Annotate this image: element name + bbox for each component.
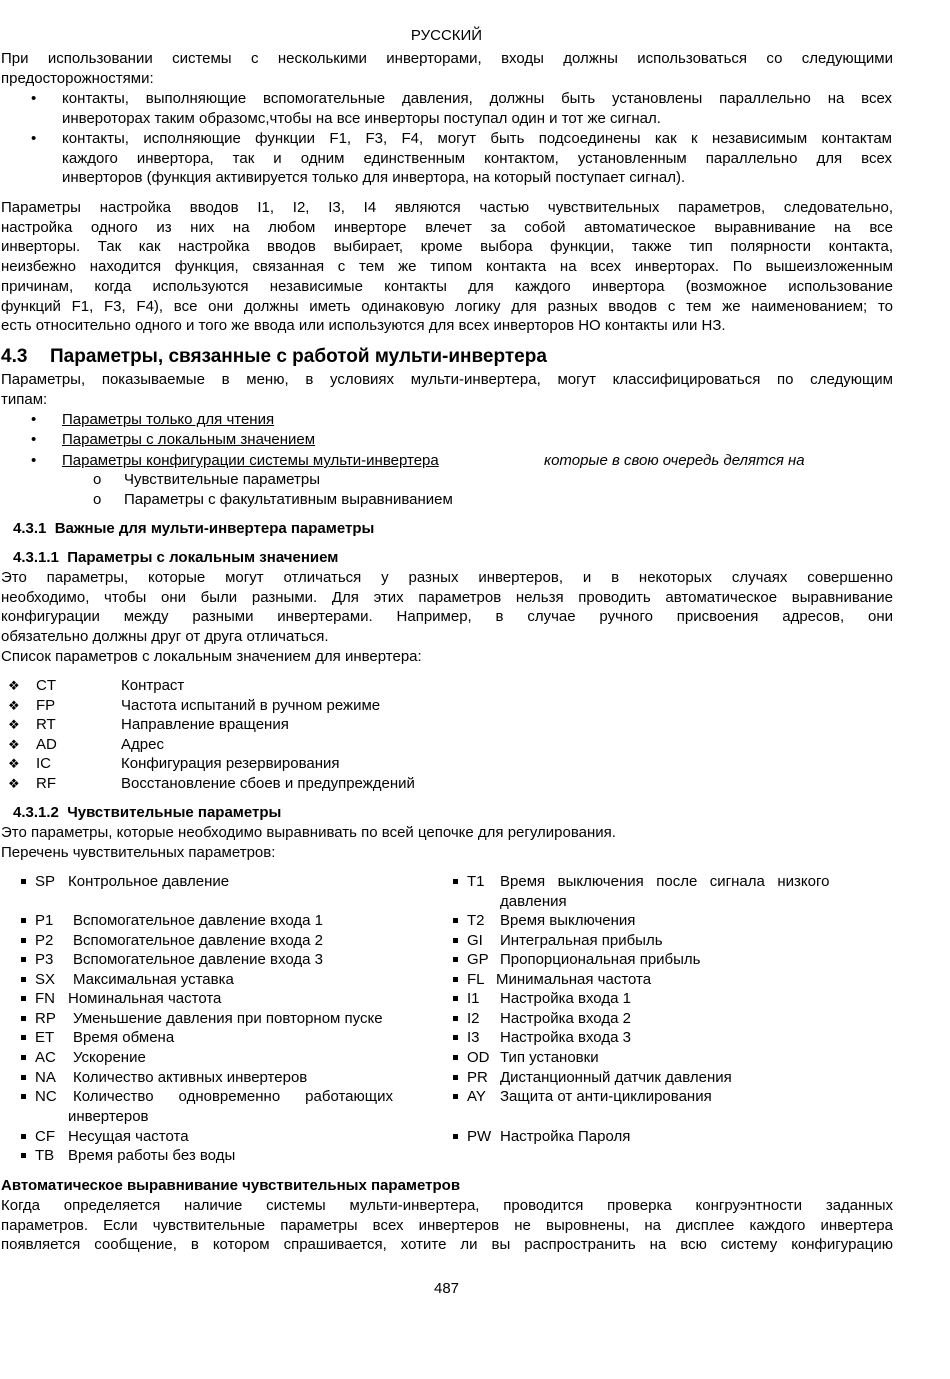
text-line: Параметры настройка вводов I1, I2, I3, I4 являются частью чувствительных параметров, следовательно, (1, 199, 893, 216)
square-bullet-icon (21, 1035, 26, 1040)
param-description: Контраст (121, 677, 185, 694)
param-code: SP (35, 873, 56, 890)
square-bullet-icon (453, 1016, 458, 1021)
param-description: Время выключения после сигнала низкого (500, 873, 830, 890)
square-bullet-icon (21, 1055, 26, 1060)
text-line: Это параметры, которые могут отличаться у разных инвертеров, и в некоторых случаях совершенно (1, 569, 893, 586)
param-code: I2 (467, 1010, 480, 1027)
param-code: CF (35, 1128, 55, 1145)
param-code: RP (35, 1010, 56, 1027)
param-code: T2 (467, 912, 485, 929)
type-label: Параметры с локальным значением (62, 431, 316, 448)
square-bullet-icon (453, 1055, 458, 1060)
square-bullet-icon (453, 1035, 458, 1040)
param-code: I3 (467, 1029, 480, 1046)
param-code: T1 (467, 873, 485, 890)
subtype-marker: o (93, 491, 102, 508)
param-description-cont: давления (500, 893, 567, 910)
auto-alignment-paragraph (1, 1196, 893, 1255)
param-description: Восстановление сбоев и предупреждений (121, 775, 415, 792)
param-description: Настройка входа 1 (500, 990, 631, 1007)
square-bullet-icon (21, 879, 26, 884)
param-description: Ускорение (73, 1049, 146, 1066)
intro-paragraph (1, 49, 893, 88)
type-list-item (0, 451, 893, 471)
param-code: I1 (467, 990, 480, 1007)
square-bullet-icon (21, 977, 26, 982)
param-description: Вспомогательное давление входа 2 (73, 932, 323, 949)
param-code: SX (35, 971, 56, 988)
text-line: неизбежно находится функция, связанная с тем же типом контакта на всех инверторах. По вышеизложенным (1, 258, 893, 276)
param-description: Настройка Пароля (500, 1128, 631, 1145)
param-description: Тип установки (500, 1049, 599, 1066)
diamond-bullet-icon: ❖ (8, 737, 20, 752)
square-bullet-icon (453, 879, 458, 884)
square-bullet-icon (453, 938, 458, 943)
text-line: есть относительно одного и того же ввода или используются для всех инверторов НО контакты или НЗ. (1, 317, 726, 335)
square-bullet-icon (453, 1134, 458, 1139)
text-line: Когда определяется наличие системы мульти-инвертера, проводится проверка конгруэнтности заданных (1, 1197, 893, 1214)
text-line: инверторы. Так как настройка вводов выбирает, кроме выбора функции, также тип полярности контакта, (1, 238, 893, 256)
subtype-label: Чувствительные параметры (124, 471, 321, 488)
square-bullet-icon (453, 918, 458, 923)
param-code: GI (467, 932, 483, 949)
subtype-list-item (0, 490, 893, 510)
param-code: NA (35, 1069, 56, 1086)
text-line: обязательно должны друг от друга отличаться. (1, 628, 329, 646)
param-description: Количество активных инвертеров (73, 1069, 308, 1086)
param-code: P2 (35, 932, 54, 949)
param-code: P3 (35, 951, 54, 968)
section-heading-4-3 (1, 345, 547, 369)
param-description: Время обмена (73, 1029, 175, 1046)
param-code: NC (35, 1088, 57, 1105)
param-code: ET (35, 1029, 55, 1046)
param-code: AD (36, 736, 57, 753)
param-description: Контрольное давление (68, 873, 230, 890)
type-list-item (0, 430, 893, 450)
square-bullet-icon (453, 1094, 458, 1099)
auto-alignment-heading: Автоматическое выравнивание чувствительных параметров (1, 1177, 461, 1194)
square-bullet-icon (21, 1075, 26, 1080)
param-code: P1 (35, 912, 54, 929)
text-line: причинам, когда используются независимые контакты для каждого инвертора (возможное использование (1, 277, 893, 295)
text-line: При использовании системы с несколькими инверторами, входы должны использоваться со следующими (1, 50, 893, 67)
text-line: предосторожностями: (1, 69, 154, 87)
bullet-marker: • (31, 411, 37, 428)
sensitive-param-item (453, 872, 868, 912)
section-heading-4-3-1-1: 4.3.1.1 Параметры с локальным значением (13, 549, 339, 566)
diamond-bullet-icon: ❖ (8, 698, 20, 713)
square-bullet-icon (453, 977, 458, 982)
type-label: Параметры конфигурации системы мульти-инвертера (62, 452, 439, 469)
param-code: OD (467, 1049, 490, 1066)
diamond-bullet-icon: ❖ (8, 776, 20, 791)
square-bullet-icon (21, 957, 26, 962)
text-line: типам: (1, 390, 48, 408)
bullet-marker: • (31, 130, 37, 147)
bullet-item (0, 129, 893, 189)
text-line: инвероторах таким образомс,чтобы на все инверторы поступал один и тот же сигнал. (62, 109, 661, 127)
type-list-item (0, 410, 893, 430)
param-code: PR (467, 1069, 488, 1086)
param-code: GP (467, 951, 489, 968)
text-line: Параметры, показываемые в меню, в условиях мульти-инвертера, могут классифицироваться по следующим (1, 371, 893, 388)
text-line: Это параметры, которые необходимо выравнивать по всей цепочке для регулирования. (1, 824, 616, 841)
text-line: инверторов (функция активируется только для инвертора, на который поступает сигнал). (62, 169, 686, 187)
diamond-bullet-icon: ❖ (8, 678, 20, 693)
type-label: Параметры только для чтения (62, 411, 275, 428)
bullet-marker: • (31, 431, 37, 448)
square-bullet-icon (453, 1075, 458, 1080)
param-description: Уменьшение давления при повторном пуске (73, 1010, 383, 1027)
text-line: контакты, исполняющие функции F1, F3, F4, могут быть подсоединены как к независимым контактам (62, 130, 892, 147)
square-bullet-icon (21, 996, 26, 1001)
param-description: Конфигурация резервирования (121, 755, 340, 772)
param-description-cont: инвертеров (68, 1108, 149, 1125)
param-description: Номинальная частота (68, 990, 222, 1007)
subtype-label: Параметры с факультативным выравниванием (124, 491, 453, 508)
diamond-bullet-icon: ❖ (8, 717, 20, 732)
square-bullet-icon (21, 938, 26, 943)
square-bullet-icon (453, 996, 458, 1001)
text-line: Список параметров с локальным значением для инвертера: (1, 647, 422, 665)
text-line: функций F1, F3, F4), все они должны иметь одинаковую логику для разных вводов с тем же наименованием; то (1, 297, 893, 315)
text-line: настройка одного из них на любом инверторе влечет за собой автоматическое выравнивание на все (1, 218, 893, 236)
section-number: 4.3 (1, 346, 28, 367)
param-code: FN (35, 990, 55, 1007)
section-heading-4-3-1: 4.3.1 Важные для мульти-инвертера параметры (13, 520, 375, 537)
param-description: Максимальная уставка (73, 971, 234, 988)
sensitive-params-paragraph (1, 823, 893, 862)
param-description: Несущая частота (68, 1128, 189, 1145)
text-line: контакты, выполняющие вспомогательные давления, должны быть установлены параллельно на всех (62, 90, 892, 107)
text-line: параметров. Если чувствительные параметры всех инвертеров не выровнены, на дисплее каждого инвертера (1, 1216, 893, 1234)
square-bullet-icon (453, 957, 458, 962)
param-description: Настройка входа 3 (500, 1029, 631, 1046)
param-code: RT (36, 716, 56, 733)
local-params-paragraph (1, 568, 893, 667)
param-description: Направление вращения (121, 716, 289, 733)
param-code: TB (35, 1147, 55, 1164)
square-bullet-icon (21, 1134, 26, 1139)
square-bullet-icon (21, 1153, 26, 1158)
square-bullet-icon (21, 918, 26, 923)
bullet-item (0, 89, 893, 129)
inputs-paragraph (1, 198, 893, 336)
param-description: Настройка входа 2 (500, 1010, 631, 1027)
text-line: появляется сообщение, в котором спрашивается, хотите ли вы распространить на всю систему конфигурацию (1, 1236, 893, 1254)
param-description: Время работы без воды (68, 1147, 236, 1164)
param-description: Вспомогательное давление входа 1 (73, 912, 323, 929)
param-description: Пропорциональная прибыль (500, 951, 701, 968)
types-intro-paragraph (1, 370, 893, 409)
text-line: конфигурации между разными инвертерами. Например, в случае ручного присвоения адресов, они (1, 608, 893, 626)
param-code: FL (467, 971, 485, 988)
section-title: Параметры, связанные с работой мульти-инвертера (50, 346, 547, 367)
page-number: 487 (433, 1280, 460, 1297)
subtype-list-item (0, 470, 893, 490)
param-code: AC (35, 1049, 56, 1066)
param-description: Время выключения (500, 912, 636, 929)
bullet-marker: • (31, 452, 37, 469)
param-description: Адрес (121, 736, 164, 753)
subtype-marker: o (93, 471, 102, 488)
param-code: FP (36, 697, 56, 714)
param-description: Интегральная прибыль (500, 932, 663, 949)
param-description: Защита от анти-циклирования (500, 1088, 712, 1105)
type-note: которые в свою очередь делятся на (544, 452, 805, 469)
param-code: AY (467, 1088, 486, 1105)
diamond-bullet-icon: ❖ (8, 756, 20, 771)
param-description: Дистанционный датчик давления (500, 1069, 732, 1086)
param-code: CT (36, 677, 56, 694)
section-heading-4-3-1-2: 4.3.1.2 Чувствительные параметры (13, 804, 282, 821)
param-description: Вспомогательное давление входа 3 (73, 951, 323, 968)
param-code: IC (36, 755, 51, 772)
square-bullet-icon (21, 1094, 26, 1099)
param-code: PW (467, 1128, 492, 1145)
param-code: RF (36, 775, 56, 792)
param-description: Минимальная частота (496, 971, 652, 988)
param-description: Частота испытаний в ручном режиме (121, 697, 381, 714)
text-line: каждого инвертора, так и одним единственным контактом, установленным параллельно для всех (62, 149, 892, 167)
sensitive-param-item (21, 1087, 440, 1127)
square-bullet-icon (21, 1016, 26, 1021)
param-description: Количество одновременно работающих (73, 1088, 393, 1105)
bullet-marker: • (31, 90, 37, 107)
text-line: необходимо, чтобы они были разными. Для этих параметров нельзя проводить автоматическое выравнивание (1, 588, 893, 606)
page-header-language: РУССКИЙ (410, 27, 483, 44)
text-line: Перечень чувствительных параметров: (1, 843, 276, 861)
